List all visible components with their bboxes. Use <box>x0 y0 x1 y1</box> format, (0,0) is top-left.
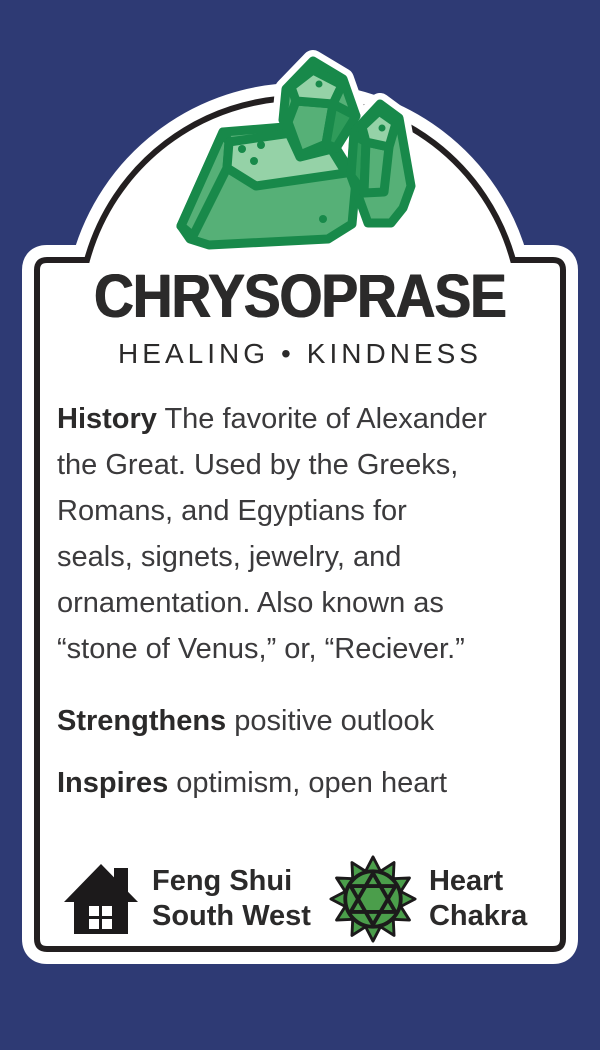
crystal-right <box>351 104 411 223</box>
strengthens-text: positive outlook <box>234 705 435 737</box>
feng-shui-line-1: Feng Shui <box>152 865 293 897</box>
stone-traits-subtitle <box>0 338 600 370</box>
strengthens-paragraph <box>57 698 557 744</box>
history-line-4: seals, signets, jewelry, and <box>57 541 402 573</box>
chakra-line-2: Chakra <box>428 900 528 932</box>
history-paragraph <box>57 396 557 672</box>
chakra-line-1: Heart <box>428 865 504 897</box>
inspires-text: optimism, open heart <box>176 767 448 799</box>
trait-healing: HEALING <box>118 338 269 369</box>
heart-chakra-icon <box>329 855 417 943</box>
inspires-label: Inspires <box>57 767 169 799</box>
history-line-6: “stone of Venus,” or, “Reciever.” <box>57 633 465 665</box>
body-copy <box>57 396 557 806</box>
history-line-1: The favorite of Alexander <box>164 403 487 435</box>
history-line-5: ornamentation. Also known as <box>57 587 444 619</box>
footer-row <box>62 852 562 946</box>
history-line-2: the Great. Used by the Greeks, <box>57 449 459 481</box>
trait-kindness: KINDNESS <box>306 338 482 369</box>
strengthens-label: Strengthens <box>57 705 227 737</box>
stone-name-title: CHRYSOPRASE <box>94 261 506 331</box>
crystal-cluster-illustration <box>181 61 411 245</box>
history-label: History <box>57 403 157 435</box>
chakra-label <box>429 864 527 934</box>
inspires-paragraph <box>57 760 557 806</box>
bullet-separator: • <box>280 338 295 369</box>
feng-shui-label <box>152 864 311 934</box>
feng-shui-line-2: South West <box>152 900 311 932</box>
house-icon <box>62 862 140 936</box>
history-line-3: Romans, and Egyptians for <box>57 495 407 527</box>
